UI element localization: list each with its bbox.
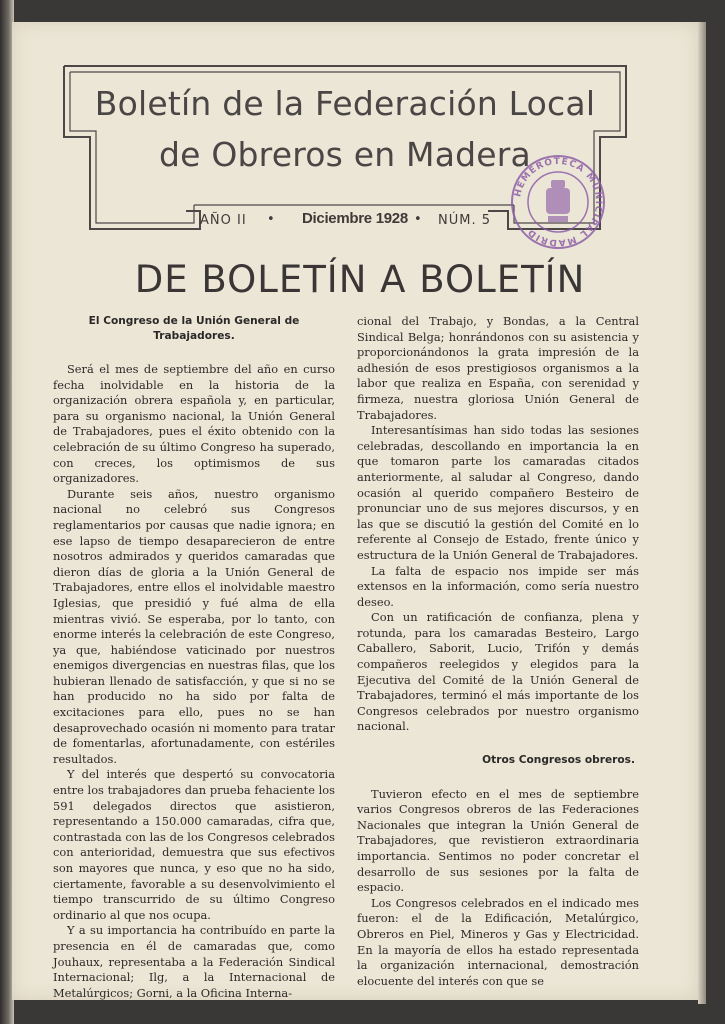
paragraph: Y del interés que despertó su convocatoria entre los trabajadores dan prueba fehaciente los 591 delegados directos que asistieron, representando a 150.000 camaradas, cifra que, contrastada con las de los Congresos celebrados con anterioridad, demuestra que sus efectivos son mayores que nunca, y eso que no ha sido, ciertamente, favorable a su desenvolvimiento el tiempo transcurrido de su último Congreso ordinario al que nos ocupa. [53, 767, 335, 922]
article-title: DE BOLETÍN A BOLETÍN [134, 258, 586, 301]
issue-number: NÚM. 5 [438, 213, 491, 228]
library-stamp-icon [508, 150, 608, 260]
paragraph: cional del Trabajo, y Bondas, a la Central Sindical Belga; honrándonos con su asistencia y proporcionándonos la grata impresión de la adhesión de esos prestigiosos organismos a la labor que realiza en España, con serenidad y firmeza, nuestra gloriosa Unión General de Trabajadores. [357, 314, 639, 422]
paragraph: Los Congresos celebrados en el indicado mes fueron: el de la Edificación, Metalúrgico, Obreros en Piel, Mineros y Gas y Electricidad. En la mayoría de ellos ha estado representada la organización internacional, demostración elocuente del interés con que se [357, 895, 639, 988]
stamp-text: HEMEROTECA MUNICIPAL MADRID [513, 156, 604, 248]
left-column [53, 314, 335, 1001]
issue-year: AÑO II [200, 213, 247, 228]
paragraph: Con un ratificación de confianza, plena y rotunda, para los camaradas Besteiro, Largo Caballero, Saborit, Lucio, Trifón y demás compañeros reelegidos y elegidos para la Ejecutiva del Comité de la Unión General de Trabajadores, terminó el más importante de los Congresos celebrados por nuestro organismo nacional. [357, 610, 639, 734]
separator-dot: • [414, 212, 422, 227]
section-heading: Otros Congresos obreros. [482, 754, 635, 767]
paragraph: Tuvieron efecto en el mes de septiembre varios Congresos obreros de las Federaciones Nacionales que integran la Unión General de Trabajadores, que revistieron extraordinaria importancia. Sentimos no poder concretar el desarrollo de sus sesiones por la falta de espacio. [357, 786, 639, 895]
section-heading: El Congreso de la Unión General de Trabajadores. [88, 315, 300, 342]
right-column [357, 314, 639, 989]
masthead-title-line1: Boletín de la Federación Local [94, 84, 596, 123]
separator-dot: • [267, 212, 275, 227]
masthead-title-line2: de Obreros en Madera [159, 135, 531, 174]
paragraph: La falta de espacio nos impide ser más extensos en la información, como sería nuestro deseo. [357, 563, 639, 609]
paragraph: Será el mes de septiembre del año en curso fecha inolvidable en la historia de la organización obrera española y, en particular, para su organismo nacional, la Unión General de Trabajadores, pues el éxito obtenido con la celebración de su último Congreso ha superado, con creces, los optimismos de sus organizadores. [53, 362, 335, 486]
paragraph: Durante seis años, nuestro organismo nacional no celebró sus Congresos reglamentarios por causas que nadie ignora; en ese lapso de tiempo desaparecieron de entre nosotros admirados y queridos camaradas que dieron días de gloria a la Unión General de Trabajadores, entre ellos el inolvidable maestro Iglesias, que presidió y fué alma de ella mientras vivió. Se esperaba, por lo tanto, con enorme interés la celebración de este Congreso, ya que, habiéndose vaticinado por nuestros enemigos divergencias en nuestras filas, que los hubieran llenado de satisfacción, y que si no se han producido no ha sido por falta de excitaciones para ello, pues no se han desaprovechado ocasión ni momento para tratar de fomentarlas, afortunadamente, con estériles resultados. [53, 486, 335, 766]
paragraph: Y a su importancia ha contribuído en parte la presencia en él de camaradas que, como Jouhaux, representaba a la Federación Sindical Internacional; Ilg, a la Internacional de Metalúrgicos; Gorni, a la Oficina Interna- [53, 923, 335, 1000]
issue-date: Diciembre 1928 [302, 210, 408, 227]
paragraph: Interesantísimas han sido todas las sesiones celebradas, descollando en importancia la en que tomaron parte los camaradas citados anteriormente, al saludar al Congreso, dando ocasión al querido compañero Besteiro de pronunciar uno de sus mejores discursos, y en las que se discutió la gestión del Comité en lo referente al Consejo de Estado, frente único y estructura de la Unión General de Trabajadores. [357, 423, 639, 562]
